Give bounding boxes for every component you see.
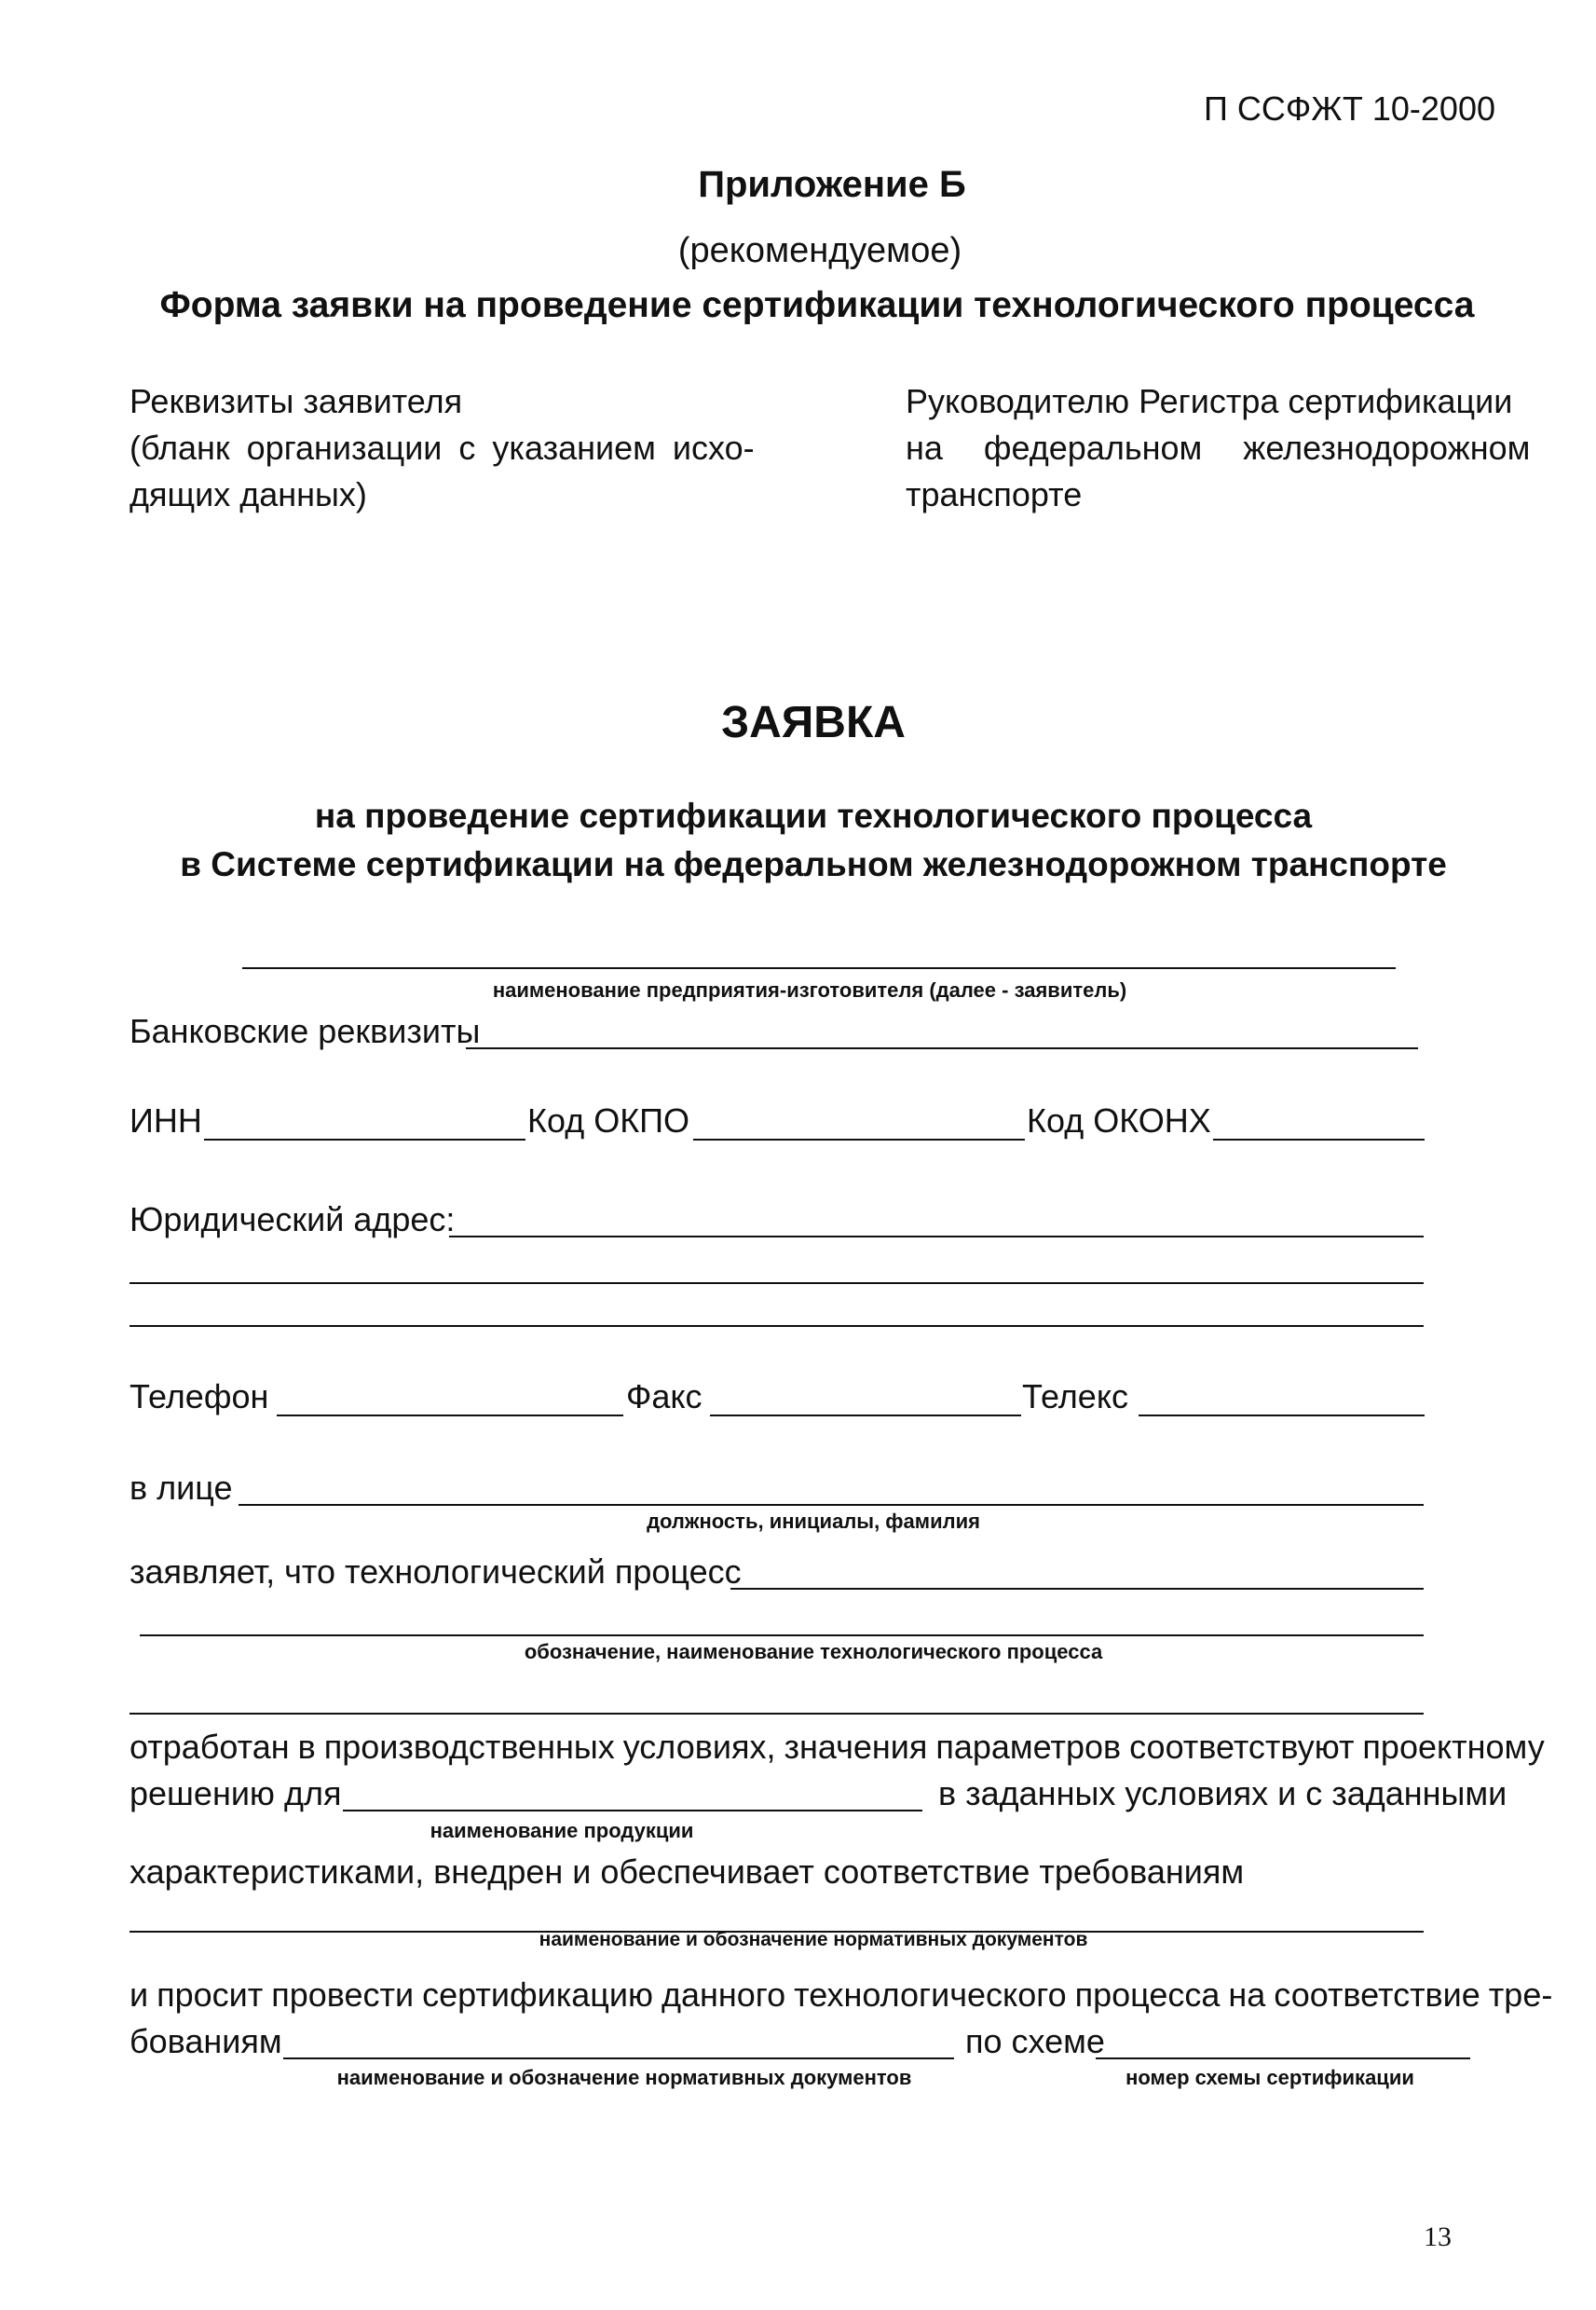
enterprise-name-line[interactable] [242, 967, 1396, 969]
okonh-label: Код ОКОНХ [1027, 1101, 1211, 1140]
appendix-note: (рекомендуемое) [677, 231, 962, 270]
legal-address-field[interactable] [449, 1236, 1424, 1237]
in-person-label: в лице [130, 1469, 233, 1507]
characteristics-text: характеристиками, внедрен и обеспечивает соответствие требованиям [130, 1852, 1245, 1891]
legal-address-line-3[interactable] [130, 1325, 1424, 1327]
worked-out-text: отработан в производственных условиях, значения параметров соответствуют проектному [130, 1728, 1545, 1766]
bank-details-field[interactable] [466, 1047, 1418, 1049]
product-field[interactable] [343, 1810, 922, 1811]
telex-label: Телекс [1022, 1377, 1128, 1415]
declares-label: заявляет, что технологический процесс [130, 1552, 742, 1591]
scheme-number-caption: номер схемы сертификации [1125, 2066, 1414, 2089]
phone-label: Телефон [130, 1377, 269, 1415]
applicant-line-1: Реквизиты заявителя [130, 382, 463, 420]
inn-field[interactable] [204, 1139, 525, 1141]
okpo-label: Код ОКПО [527, 1101, 690, 1140]
decision-for-label: решению для [130, 1774, 342, 1812]
product-caption: наименование продукции [430, 1819, 694, 1842]
enterprise-name-caption: наименование предприятия-изготовителя (далее - заявитель) [492, 978, 1127, 1002]
subtitle-line-2: в Системе сертификации на федеральном железнодорожном транспорте [180, 845, 1447, 883]
telex-field[interactable] [1139, 1415, 1425, 1416]
appendix-title: Приложение Б [698, 164, 966, 205]
applicant-line-3: дящих данных) [130, 475, 367, 513]
requirements-field[interactable] [283, 2057, 954, 2059]
process-field[interactable] [730, 1588, 1424, 1590]
addressee-line-3: транспорте [906, 475, 1083, 513]
process-caption: обозначение, наименование технологического процесса [524, 1640, 1103, 1663]
okpo-field[interactable] [693, 1139, 1025, 1141]
phone-field[interactable] [277, 1415, 623, 1416]
process-field-line-2[interactable] [140, 1634, 1424, 1636]
norm-docs-caption-2: наименование и обозначение нормативных документов [336, 2066, 912, 2089]
okonh-field[interactable] [1213, 1139, 1425, 1141]
process-field-line-3[interactable] [130, 1713, 1424, 1715]
inn-label: ИНН [130, 1101, 202, 1140]
fax-label: Факс [626, 1377, 703, 1415]
given-conditions-text: в заданных условиях и с заданными [938, 1774, 1507, 1812]
asks-text: и просит провести сертификацию данного технологического процесса на соответствие тре- [130, 1975, 1553, 2014]
fax-field[interactable] [710, 1415, 1021, 1416]
scheme-number-field[interactable] [1096, 2057, 1470, 2059]
by-scheme-label: по схеме [965, 2022, 1105, 2060]
person-caption: должность, инициалы, фамилия [647, 1510, 980, 1533]
requirements-label: бованиям [130, 2022, 282, 2060]
form-title: Форма заявки на проведение сертификации технологического процесса [159, 285, 1475, 325]
addressee-line-2: на федеральном железнодорожном [906, 429, 1531, 467]
document-code: П ССФЖТ 10-2000 [1204, 89, 1495, 128]
main-title: ЗАЯВКА [721, 698, 906, 747]
in-person-field[interactable] [239, 1504, 1424, 1506]
applicant-line-2: (бланк организации с указанием исхо- [130, 429, 755, 467]
legal-address-line-2[interactable] [130, 1282, 1424, 1284]
bank-details-label: Банковские реквизиты [130, 1012, 481, 1050]
page-number: 13 [1424, 2221, 1452, 2252]
subtitle-line-1: на проведение сертификации технологического процесса [314, 797, 1313, 835]
norm-docs-caption-1: наименование и обозначение нормативных документов [539, 1929, 1088, 1950]
legal-address-label: Юридический адрес: [130, 1200, 456, 1238]
addressee-line-1: Руководителю Регистра сертификации [906, 382, 1513, 420]
